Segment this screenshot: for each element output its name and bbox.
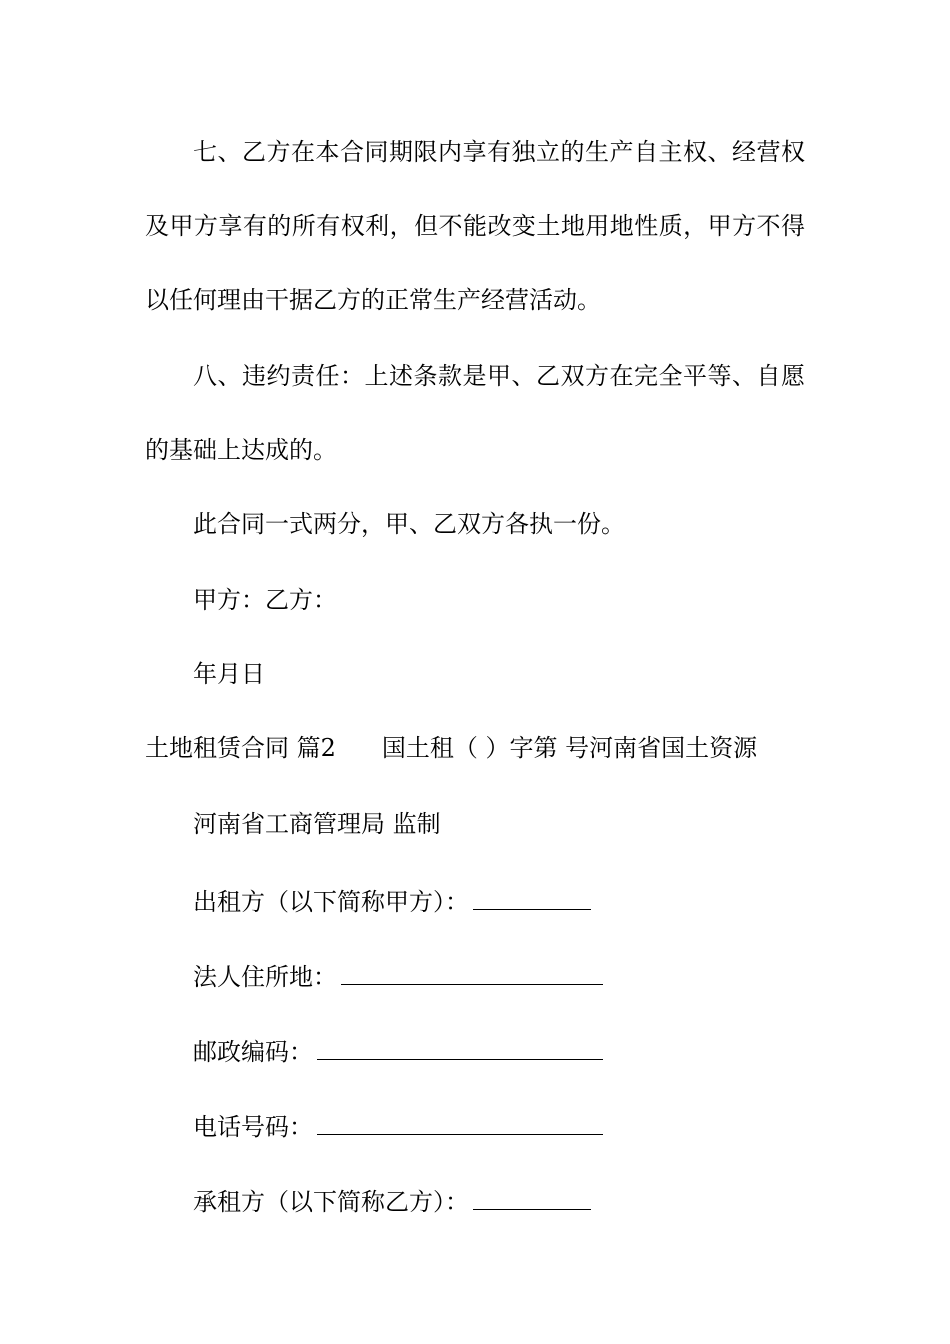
- legal-address-blank-line[interactable]: [341, 958, 603, 985]
- phone-blank-line[interactable]: [317, 1108, 603, 1135]
- field-lessor: [193, 883, 805, 917]
- field-legal-address: [193, 958, 805, 992]
- field-label: 承租方（以下简称乙方）：: [193, 1188, 469, 1216]
- field-lessee: [193, 1183, 805, 1217]
- postal-code-blank-line[interactable]: [317, 1033, 603, 1060]
- clause-8-line-2: 的基础上达成的。: [145, 436, 337, 464]
- clause-7-line-3: 以任何理由干据乙方的正常生产经营活动。: [145, 286, 601, 314]
- contract-title: 土地租赁合同 篇2: [145, 734, 336, 762]
- supervision-line: 河南省工商管理局 监制: [193, 810, 441, 838]
- clause-7-line-1: 七、乙方在本合同期限内享有独立的生产自主权、经营权: [193, 138, 805, 166]
- field-label: 电话号码：: [193, 1113, 313, 1141]
- lessee-blank-line[interactable]: [473, 1183, 591, 1210]
- field-phone: [193, 1108, 805, 1142]
- lessor-blank-line[interactable]: [473, 883, 591, 910]
- document-number: 国土租（ ）字第 号河南省国土资源: [381, 734, 758, 762]
- date-line: 年月日: [193, 660, 265, 688]
- copies-statement: 此合同一式两分，甲、乙双方各执一份。: [193, 510, 625, 538]
- field-label: 邮政编码：: [193, 1038, 313, 1066]
- field-label: 法人住所地：: [193, 963, 337, 991]
- field-postal-code: [193, 1033, 805, 1067]
- section-heading: [145, 733, 805, 763]
- clause-7-line-2: 及甲方享有的所有权利，但不能改变土地用地性质，甲方不得: [145, 212, 805, 240]
- clause-8-line-1: 八、违约责任：上述条款是甲、乙双方在完全平等、自愿: [193, 362, 805, 390]
- parties-line: 甲方：乙方：: [193, 586, 337, 614]
- field-label: 出租方（以下简称甲方）：: [193, 888, 469, 916]
